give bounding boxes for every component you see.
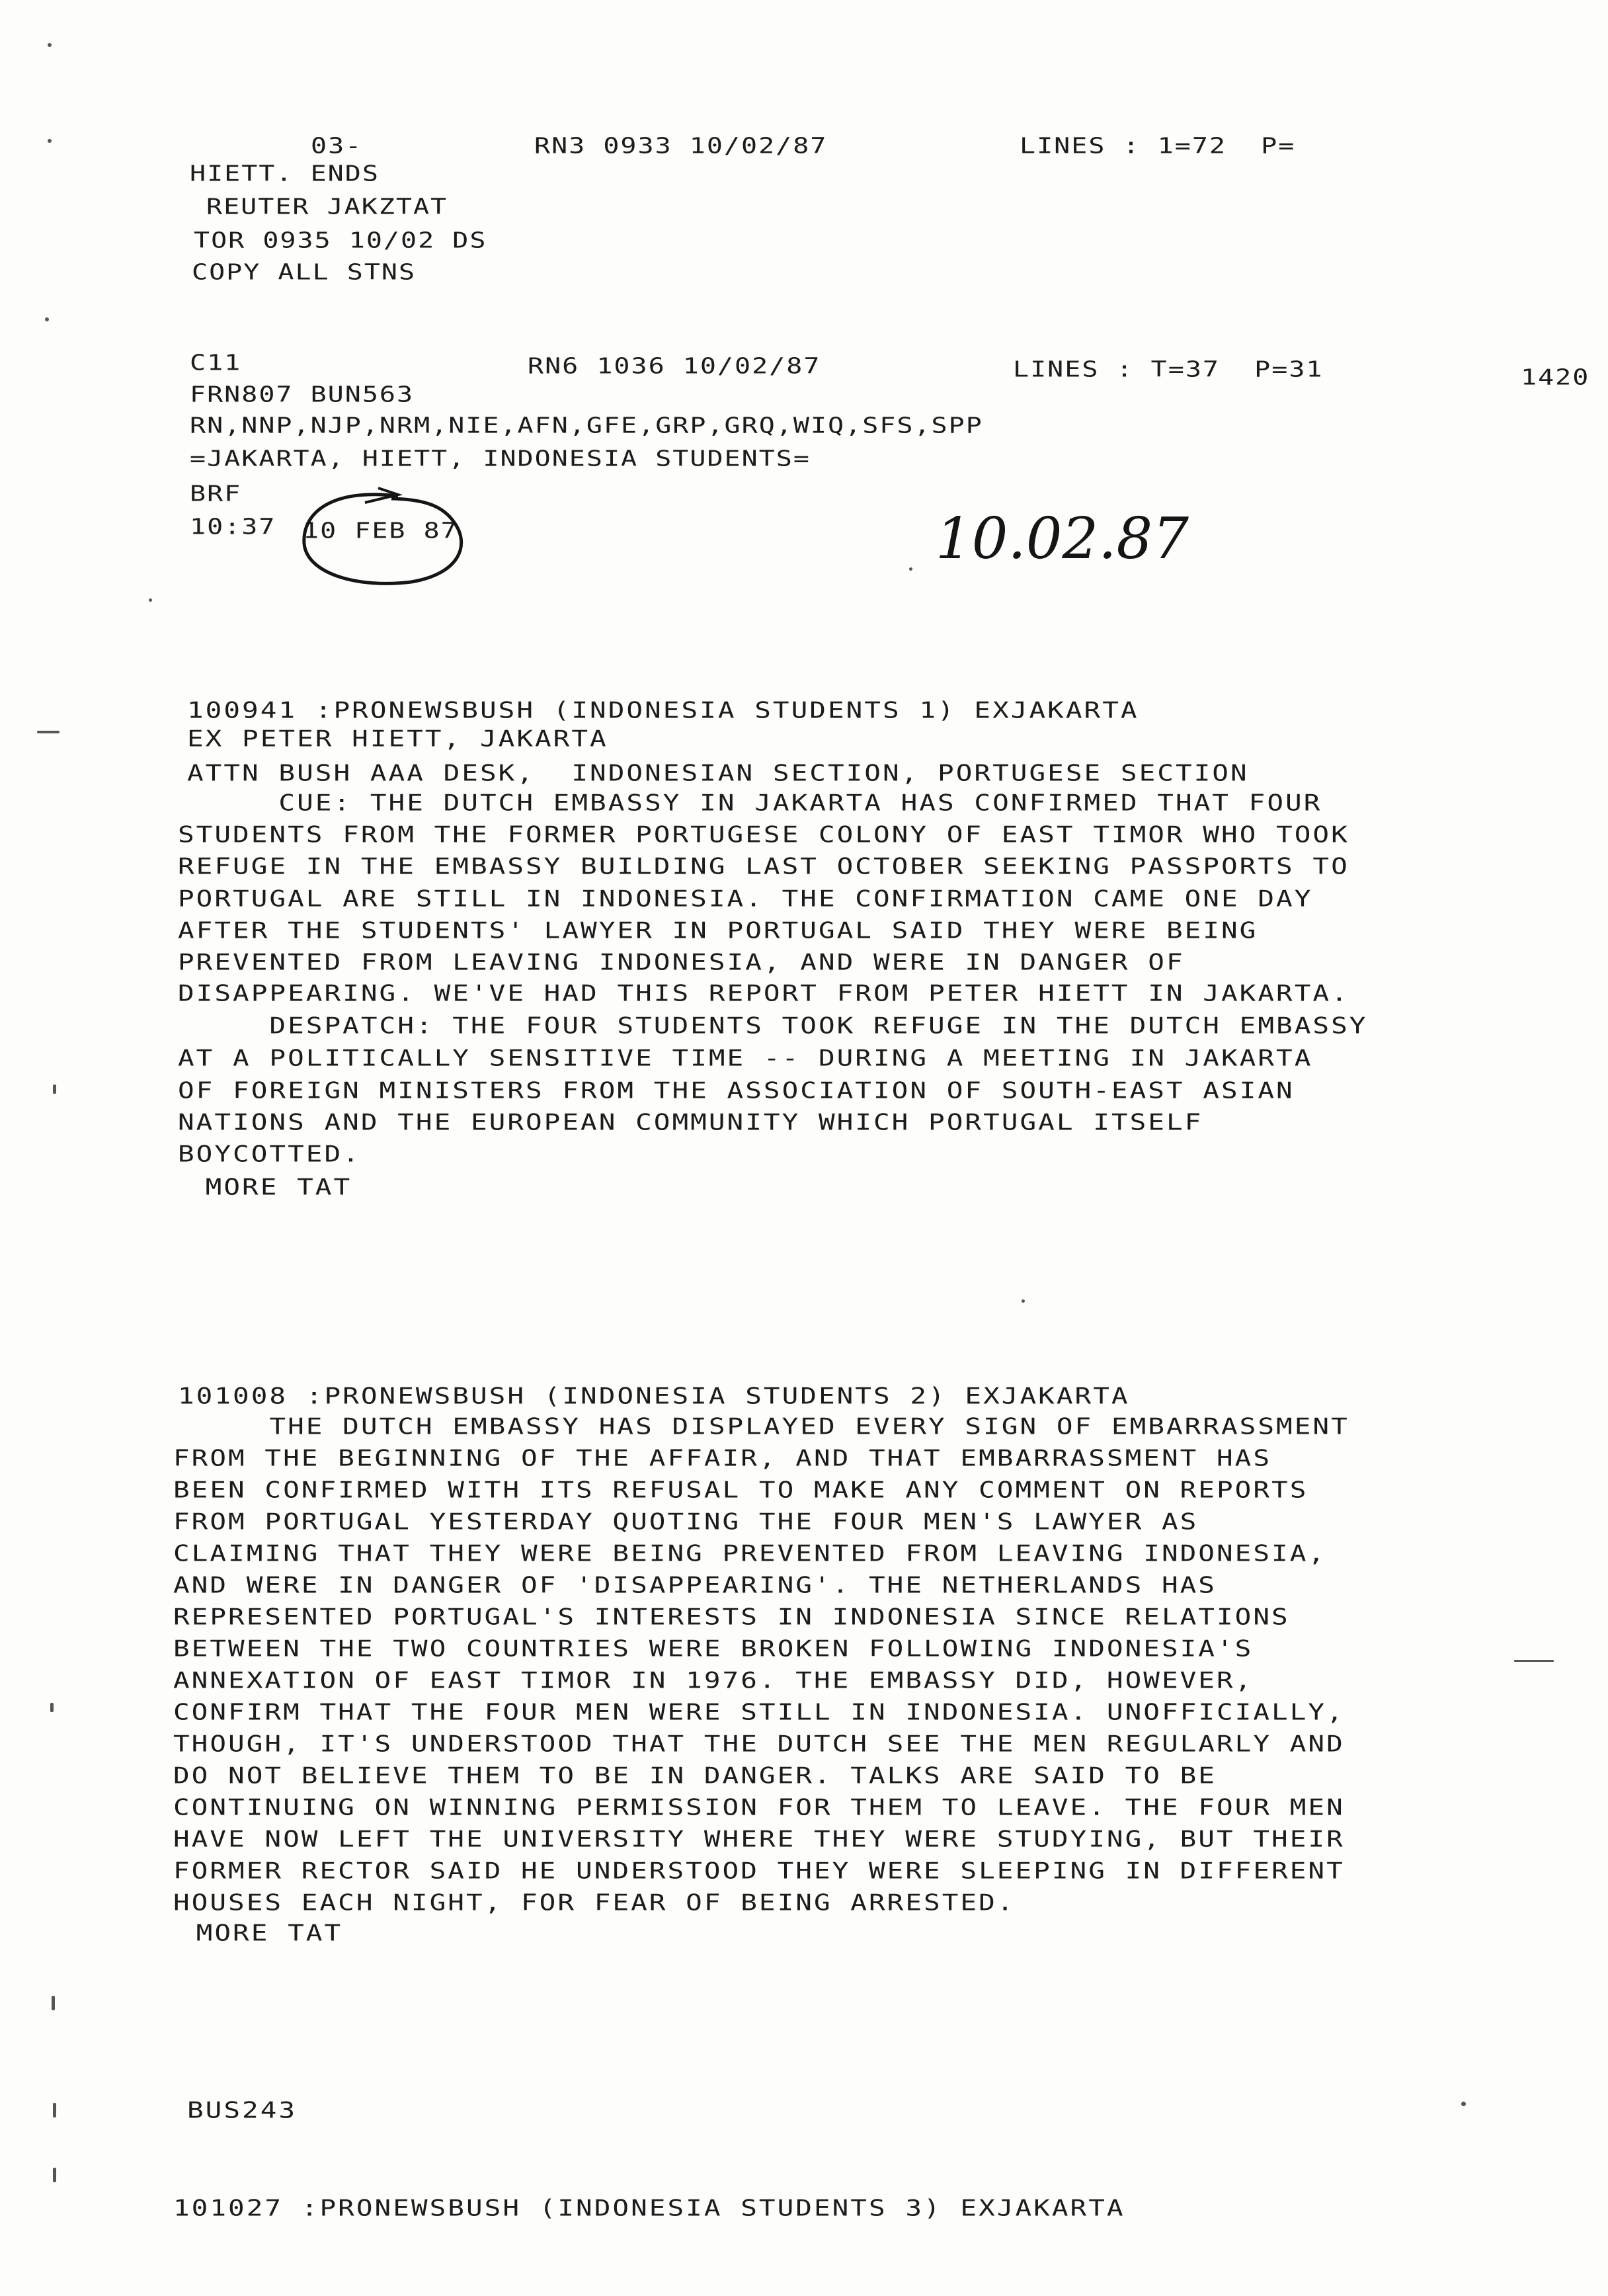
story1-line: DESPATCH: THE FOUR STUDENTS TOOK REFUGE IN THE DUTCH EMBASSY — [178, 1012, 1368, 1039]
header1-line3: REUTER JAKZTAT — [206, 194, 448, 220]
header1-ref: RN3 0933 10/02/87 — [534, 134, 828, 159]
story2-line: THOUGH, IT'S UNDERSTOOD THAT THE DUTCH SEE THE MEN REGULARLY AND — [173, 1731, 1345, 1757]
header2-stations: RN,NNP,NJP,NRM,NIE,AFN,GFE,GRP,GRQ,WIQ,SFS,SPP — [190, 413, 983, 438]
story1-line: CUE: THE DUTCH EMBASSY IN JAKARTA HAS CONFIRMED THAT FOUR — [187, 790, 1322, 816]
scan-speck — [53, 2168, 56, 2182]
story1-line: AFTER THE STUDENTS' LAWYER IN PORTUGAL SAID THEY WERE BEING — [178, 917, 1258, 944]
header1-code: 03- — [311, 134, 363, 159]
story1-byline: EX PETER HIETT, JAKARTA — [187, 725, 608, 752]
story2-line: BETWEEN THE TWO COUNTRIES WERE BROKEN FOLLOWING INDONESIA'S — [173, 1635, 1254, 1662]
story1-line: OF FOREIGN MINISTERS FROM THE ASSOCIATION OF SOUTH-EAST ASIAN — [178, 1077, 1295, 1104]
story2-line: HAVE NOW LEFT THE UNIVERSITY WHERE THEY WERE STUDYING, BUT THEIR — [173, 1826, 1345, 1852]
story1-line: PREVENTED FROM LEAVING INDONESIA, AND WERE IN DANGER OF — [178, 949, 1185, 975]
story1-line: DISAPPEARING. WE'VE HAD THIS REPORT FROM PETER HIETT IN JAKARTA. — [178, 980, 1349, 1006]
story1-attn: ATTN BUSH AAA DESK, INDONESIAN SECTION, PORTUGESE SECTION — [187, 760, 1249, 786]
story1-line: REFUGE IN THE EMBASSY BUILDING LAST OCTOBER SEEKING PASSPORTS TO — [178, 853, 1349, 880]
story2-line: FROM PORTUGAL YESTERDAY QUOTING THE FOUR MEN'S LAWYER AS — [173, 1508, 1199, 1535]
story2-line: AND WERE IN DANGER OF 'DISAPPEARING'. THE NETHERLANDS HAS — [173, 1572, 1217, 1598]
story2-slug: 101008 :PRONEWSBUSH (INDONESIA STUDENTS 2) EXJAKARTA — [178, 1383, 1130, 1409]
header2-line5: BRF — [190, 481, 242, 507]
scan-speck — [52, 1996, 55, 2010]
header2-line2: FRN807 BUN563 — [190, 382, 415, 407]
story1-line: AT A POLITICALLY SENSITIVE TIME -- DURING A MEETING IN JAKARTA — [178, 1045, 1313, 1071]
scan-speck — [53, 2103, 56, 2117]
scan-speck — [50, 1703, 54, 1712]
scan-speck — [1022, 1299, 1025, 1303]
header2-lines: LINES : T=37 P=31 — [1013, 357, 1324, 382]
story2-line: CONTINUING ON WINNING PERMISSION FOR THEM TO LEAVE. THE FOUR MEN — [173, 1794, 1345, 1821]
story2-line: BEEN CONFIRMED WITH ITS REFUSAL TO MAKE ANY COMMENT ON REPORTS — [173, 1477, 1308, 1503]
story2-more: MORE TAT — [178, 1920, 343, 1946]
story2-line: HOUSES EACH NIGHT, FOR FEAR OF BEING ARRESTED. — [173, 1889, 1016, 1916]
scan-speck — [45, 317, 49, 321]
story1-line: PORTUGAL ARE STILL IN INDONESIA. THE CONFIRMATION CAME ONE DAY — [178, 885, 1313, 912]
story1-slug: 100941 :PRONEWSBUSH (INDONESIA STUDENTS 1) EXJAKARTA — [187, 697, 1139, 723]
story1-line: STUDENTS FROM THE FORMER PORTUGESE COLONY OF EAST TIMOR WHO TOOK — [178, 821, 1349, 848]
footer-slug: 101027 :PRONEWSBUSH (INDONESIA STUDENTS 3) EXJAKARTA — [173, 2195, 1125, 2221]
header2-code: C11 — [190, 350, 242, 376]
story2-line: FORMER RECTOR SAID HE UNDERSTOOD THEY WERE SLEEPING IN DIFFERENT — [173, 1858, 1345, 1884]
story2-line: CONFIRM THAT THE FOUR MEN WERE STILL IN INDONESIA. UNOFFICIALLY, — [173, 1699, 1345, 1725]
scan-speck — [1514, 1660, 1554, 1662]
date-circle-annotation — [286, 483, 484, 595]
scan-speck — [1461, 2102, 1466, 2106]
header2-ref: RN6 1036 10/02/87 — [528, 354, 821, 379]
footer-code: BUS243 — [187, 2097, 298, 2123]
scan-speck — [48, 43, 52, 47]
story2-line: CLAIMING THAT THEY WERE BEING PREVENTED FROM LEAVING INDONESIA, — [173, 1540, 1327, 1567]
header1-line4: TOR 0935 10/02 DS — [194, 228, 487, 253]
header1-lines: LINES : 1=72 P= — [1020, 134, 1296, 159]
handwritten-date: 10.02.87 — [936, 506, 1189, 572]
scan-speck — [149, 598, 152, 602]
header1-line5: COPY ALL STNS — [192, 260, 417, 285]
story2-line: THE DUTCH EMBASSY HAS DISPLAYED EVERY SIGN OF EMBARRASSMENT — [178, 1413, 1349, 1440]
header2-date: 10 FEB 87 — [303, 518, 458, 544]
story1-more: MORE TAT — [187, 1174, 352, 1200]
story1-line: NATIONS AND THE EUROPEAN COMMUNITY WHICH PORTUGAL ITSELF — [178, 1109, 1203, 1135]
story2-line: FROM THE BEGINNING OF THE AFFAIR, AND THAT EMBARRASSMENT HAS — [173, 1445, 1272, 1471]
story2-line: REPRESENTED PORTUGAL'S INTERESTS IN INDONESIA SINCE RELATIONS — [173, 1604, 1290, 1630]
header2-subject: =JAKARTA, HIETT, INDONESIA STUDENTS= — [190, 446, 811, 472]
scan-speck — [48, 139, 52, 143]
header1-line2: HIETT. ENDS — [190, 161, 380, 186]
scan-speck — [53, 1085, 56, 1094]
header2-time: 10:37 — [190, 514, 276, 540]
scan-speck — [909, 567, 912, 571]
story2-line: ANNEXATION OF EAST TIMOR IN 1976. THE EMBASSY DID, HOWEVER, — [173, 1667, 1254, 1694]
header2-page-number: 1420 — [1521, 365, 1590, 390]
story1-line: BOYCOTTED. — [178, 1141, 361, 1167]
scan-speck — [37, 731, 60, 733]
story2-line: DO NOT BELIEVE THEM TO BE IN DANGER. TALKS ARE SAID TO BE — [173, 1762, 1217, 1789]
